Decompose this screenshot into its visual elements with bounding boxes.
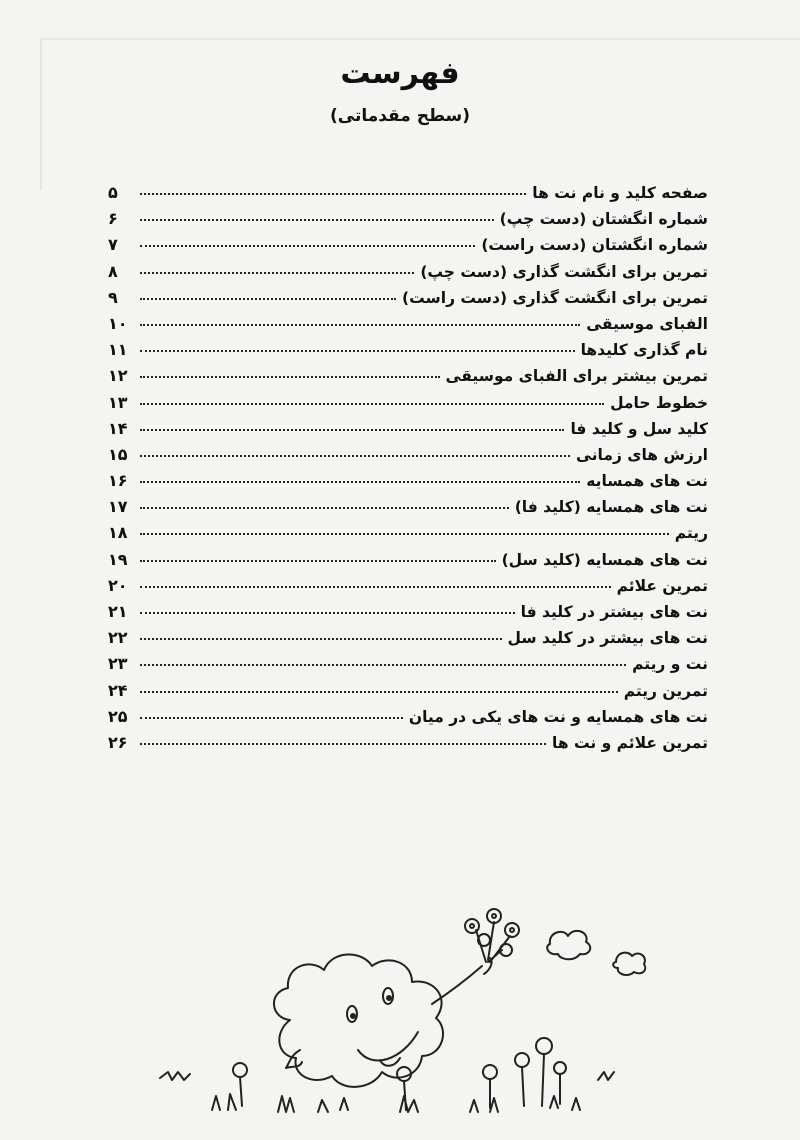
toc-entry [108, 576, 708, 602]
dotted-leader [140, 612, 515, 614]
toc-entry-label: تمرین بیشتر برای الفبای موسیقی [445, 367, 708, 386]
toc-entry [108, 445, 708, 471]
toc-entry-page-number: ۲۳ [108, 654, 128, 674]
toc-entry [108, 183, 708, 209]
dotted-leader [140, 717, 403, 719]
dotted-leader [140, 376, 440, 378]
toc-entry-page-number: ۶ [108, 209, 118, 229]
toc-entry-page-number: ۲۰ [108, 575, 128, 595]
dotted-leader [140, 481, 580, 483]
toc-entry-page-number: ۱۷ [108, 497, 128, 517]
toc-entry-label: شماره انگشتان (دست چپ) [499, 210, 708, 229]
toc-entry [108, 523, 708, 549]
toc-entry [108, 419, 708, 445]
dotted-leader [140, 298, 396, 300]
toc-entry-label: ریتم [674, 524, 708, 543]
page-title: فهرست [340, 56, 460, 91]
toc-entry-label: کلید سل و کلید فا [570, 419, 708, 438]
toc-entry [108, 340, 708, 366]
toc-entry-page-number: ۲۱ [108, 602, 128, 621]
toc-entry [108, 262, 708, 288]
toc-entry [108, 733, 708, 759]
dotted-leader [140, 219, 494, 221]
toc-entry-label: نت های همسایه (کلید فا) [514, 498, 708, 517]
dotted-leader [140, 586, 611, 588]
toc-entry [108, 366, 708, 392]
dotted-leader [140, 403, 604, 405]
toc-entry-label: تمرین ریتم [623, 681, 708, 700]
dotted-leader [140, 743, 546, 745]
toc-entry-page-number: ۱۸ [108, 523, 128, 543]
toc-entry [108, 209, 708, 235]
dotted-leader [140, 272, 414, 274]
toc-entry-label: ارزش های زمانی [576, 445, 708, 464]
toc-entry-label: تمرین علائم و نت ها [552, 733, 708, 752]
toc-entry [108, 288, 708, 314]
toc-entry-page-number: ۱۰ [108, 313, 128, 333]
toc-entry-page-number: ۱۶ [108, 471, 128, 491]
toc-entry [108, 314, 708, 340]
toc-entry-label: نت های همسایه و نت های یکی در میان [408, 707, 708, 726]
toc-entry [108, 471, 708, 497]
toc-entry [108, 654, 708, 680]
dotted-leader [140, 664, 626, 666]
table-of-contents [108, 183, 708, 759]
toc-entry-page-number: ۱۳ [108, 392, 128, 412]
dotted-leader [140, 691, 618, 693]
toc-entry-page-number: ۲۶ [108, 732, 128, 752]
toc-entry-page-number: ۷ [108, 235, 118, 255]
toc-entry-label: شماره انگشتان (دست راست) [481, 236, 708, 255]
toc-entry-page-number: ۵ [108, 183, 118, 202]
toc-entry-label: الفبای موسیقی [586, 314, 708, 333]
dotted-leader [140, 507, 509, 509]
dotted-leader [140, 638, 502, 640]
cloud-flowers-illustration [150, 900, 650, 1140]
dotted-leader [140, 193, 526, 195]
toc-entry-label: صفحه کلید و نام نت ها [532, 184, 708, 202]
toc-entry [108, 235, 708, 261]
toc-entry [108, 393, 708, 419]
toc-entry-page-number: ۱۵ [108, 444, 128, 464]
toc-entry-page-number: ۱۲ [108, 366, 128, 386]
dotted-leader [140, 245, 475, 247]
toc-entry-label: نت های بیشتر در کلید سل [507, 629, 708, 648]
dotted-leader [140, 429, 564, 431]
toc-entry [108, 550, 708, 576]
toc-entry-label: نت های همسایه [586, 472, 708, 491]
toc-entry-page-number: ۸ [108, 261, 118, 281]
toc-entry [108, 707, 708, 733]
toc-entry-page-number: ۲۵ [108, 706, 128, 726]
toc-entry-page-number: ۹ [108, 287, 118, 307]
toc-entry-page-number: ۱۹ [108, 549, 128, 569]
toc-entry-page-number: ۲۴ [108, 680, 128, 700]
toc-entry-label: نام گذاری کلیدها [580, 341, 708, 360]
dotted-leader [140, 324, 580, 326]
toc-entry-label: نت های همسایه (کلید سل) [501, 550, 708, 569]
page-subtitle: (سطح مقدماتی) [329, 106, 471, 126]
toc-entry-page-number: ۱۴ [108, 418, 128, 438]
toc-entry-page-number: ۱۱ [108, 340, 128, 360]
toc-entry-label: تمرین برای انگشت گذاری (دست راست) [402, 288, 708, 307]
toc-entry-label: نت های بیشتر در کلید فا [520, 603, 708, 621]
toc-entry-label: نت و ریتم [632, 655, 708, 674]
toc-entry [108, 602, 708, 628]
toc-entry [108, 497, 708, 523]
toc-entry-label: خطوط حامل [610, 393, 708, 412]
dotted-leader [140, 560, 496, 562]
toc-entry [108, 628, 708, 654]
dotted-leader [140, 533, 669, 535]
toc-entry-label: تمرین علائم [616, 576, 708, 595]
dotted-leader [140, 350, 575, 352]
toc-entry-page-number: ۲۲ [108, 628, 128, 648]
toc-entry [108, 681, 708, 707]
toc-entry-label: تمرین برای انگشت گذاری (دست چپ) [420, 262, 708, 281]
dotted-leader [140, 455, 570, 457]
